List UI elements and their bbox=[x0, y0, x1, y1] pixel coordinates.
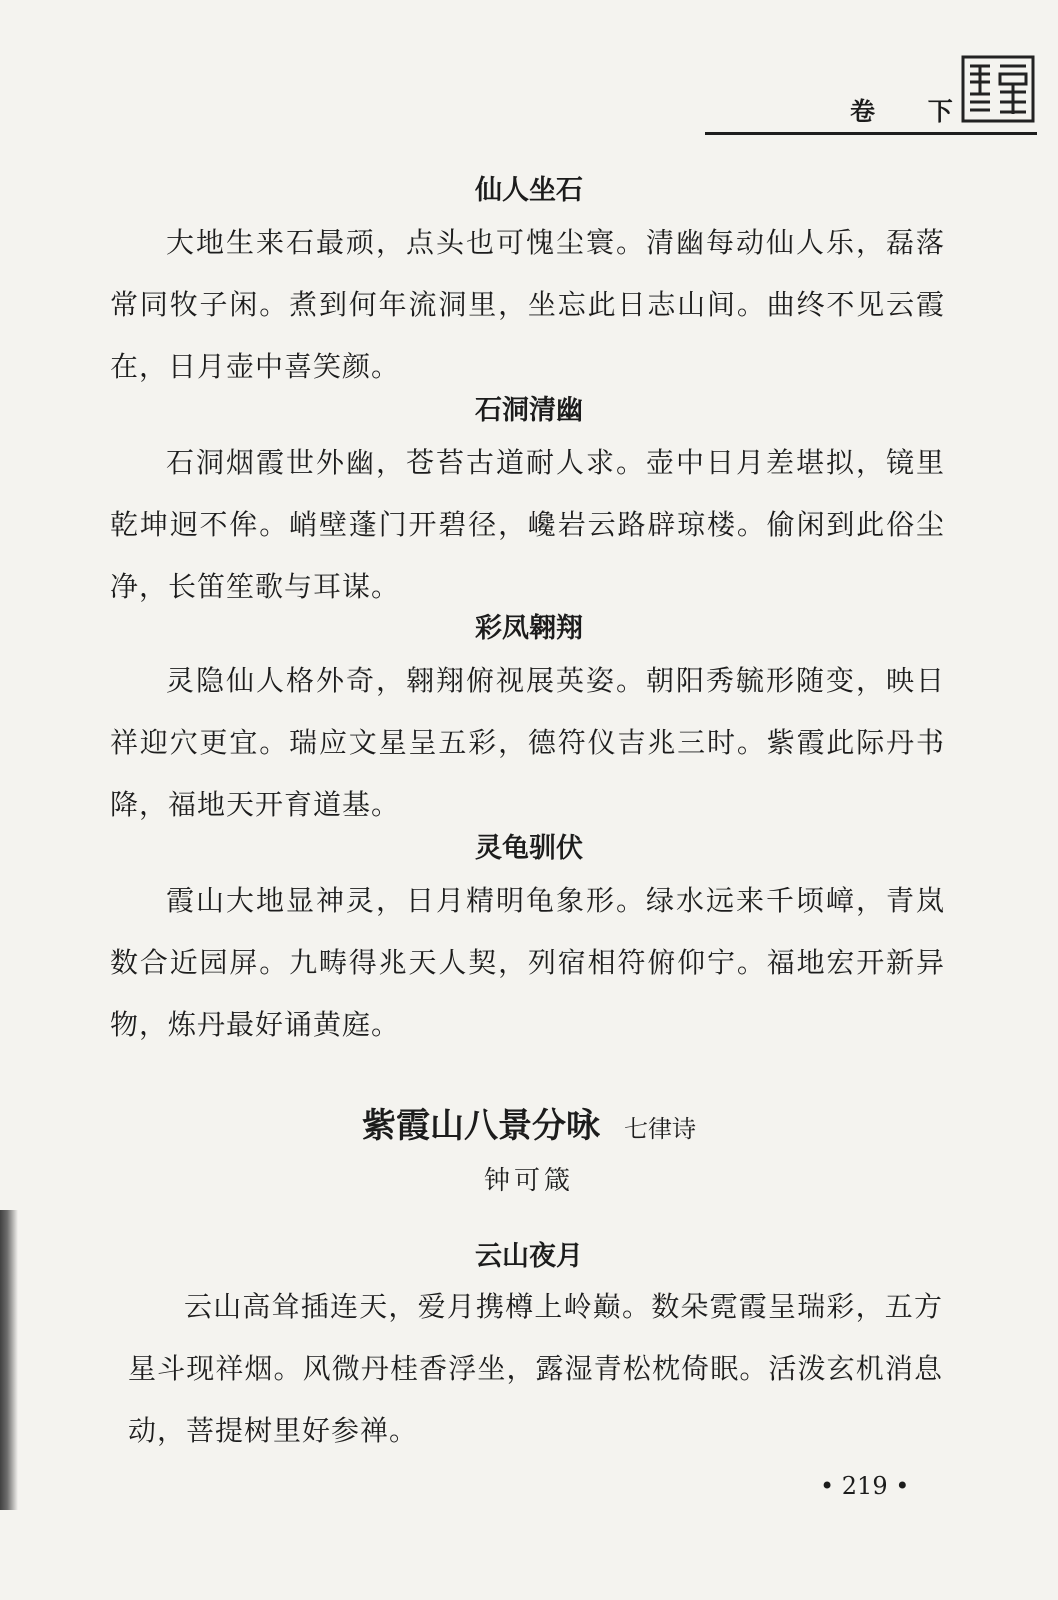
poem-body: 大地生来石最顽，点头也可愧尘寰。清幽每动仙人乐，磊落常同牧子闲。煮到何年流洞里，坐忘此日志山间。曲终不见云霞在，日月壶中喜笑颜。 bbox=[110, 226, 945, 383]
poem-title: 仙人坐石 bbox=[475, 175, 583, 206]
page-number: • 219 • bbox=[820, 1472, 910, 1500]
poem-body: 云山高耸插连天，爱月携樽上岭巅。数朵霓霞呈瑞彩，五方星斗现祥烟。风微丹桂香浮坐，露湿青松枕倚眠。活泼玄机消息动，菩提树里好参禅。 bbox=[128, 1290, 943, 1447]
poem-title: 彩凤翱翔 bbox=[475, 613, 583, 644]
section-subtitle: 七律诗 bbox=[624, 1115, 696, 1143]
poem-title: 云山夜月 bbox=[475, 1241, 583, 1272]
poem-body: 霞山大地显神灵，日月精明龟象形。绿水远来千顷嶂，青岚数合近园屏。九畴得兆天人契，列宿相符俯仰宁。福地宏开新异物，炼丹最好诵黄庭。 bbox=[110, 884, 945, 1041]
poem-title: 灵龟驯伏 bbox=[475, 833, 583, 864]
chapter-header: 卷 下 bbox=[850, 97, 975, 126]
poem-body: 石洞烟霞世外幽，苍苔古道耐人求。壶中日月差堪拟，镜里乾坤迥不侔。峭壁蓬门开碧径，巉岩云路辟琼楼。偷闲到此俗尘净，长笛笙歌与耳谋。 bbox=[110, 446, 945, 603]
author-name: 钟可箴 bbox=[483, 1166, 574, 1196]
poem-title: 石洞清幽 bbox=[475, 395, 583, 426]
section-title-text: 紫霞山八景分咏 bbox=[362, 1106, 600, 1146]
header-rule bbox=[705, 132, 1037, 135]
section-title bbox=[0, 1098, 1058, 1147]
book-seal-icon bbox=[960, 54, 1036, 124]
poem-body: 灵隐仙人格外奇，翱翔俯视展英姿。朝阳秀毓形随变，映日祥迎穴更宜。瑞应文星呈五彩，德符仪吉兆三时。紫霞此际丹书降，福地天开育道基。 bbox=[110, 664, 945, 821]
